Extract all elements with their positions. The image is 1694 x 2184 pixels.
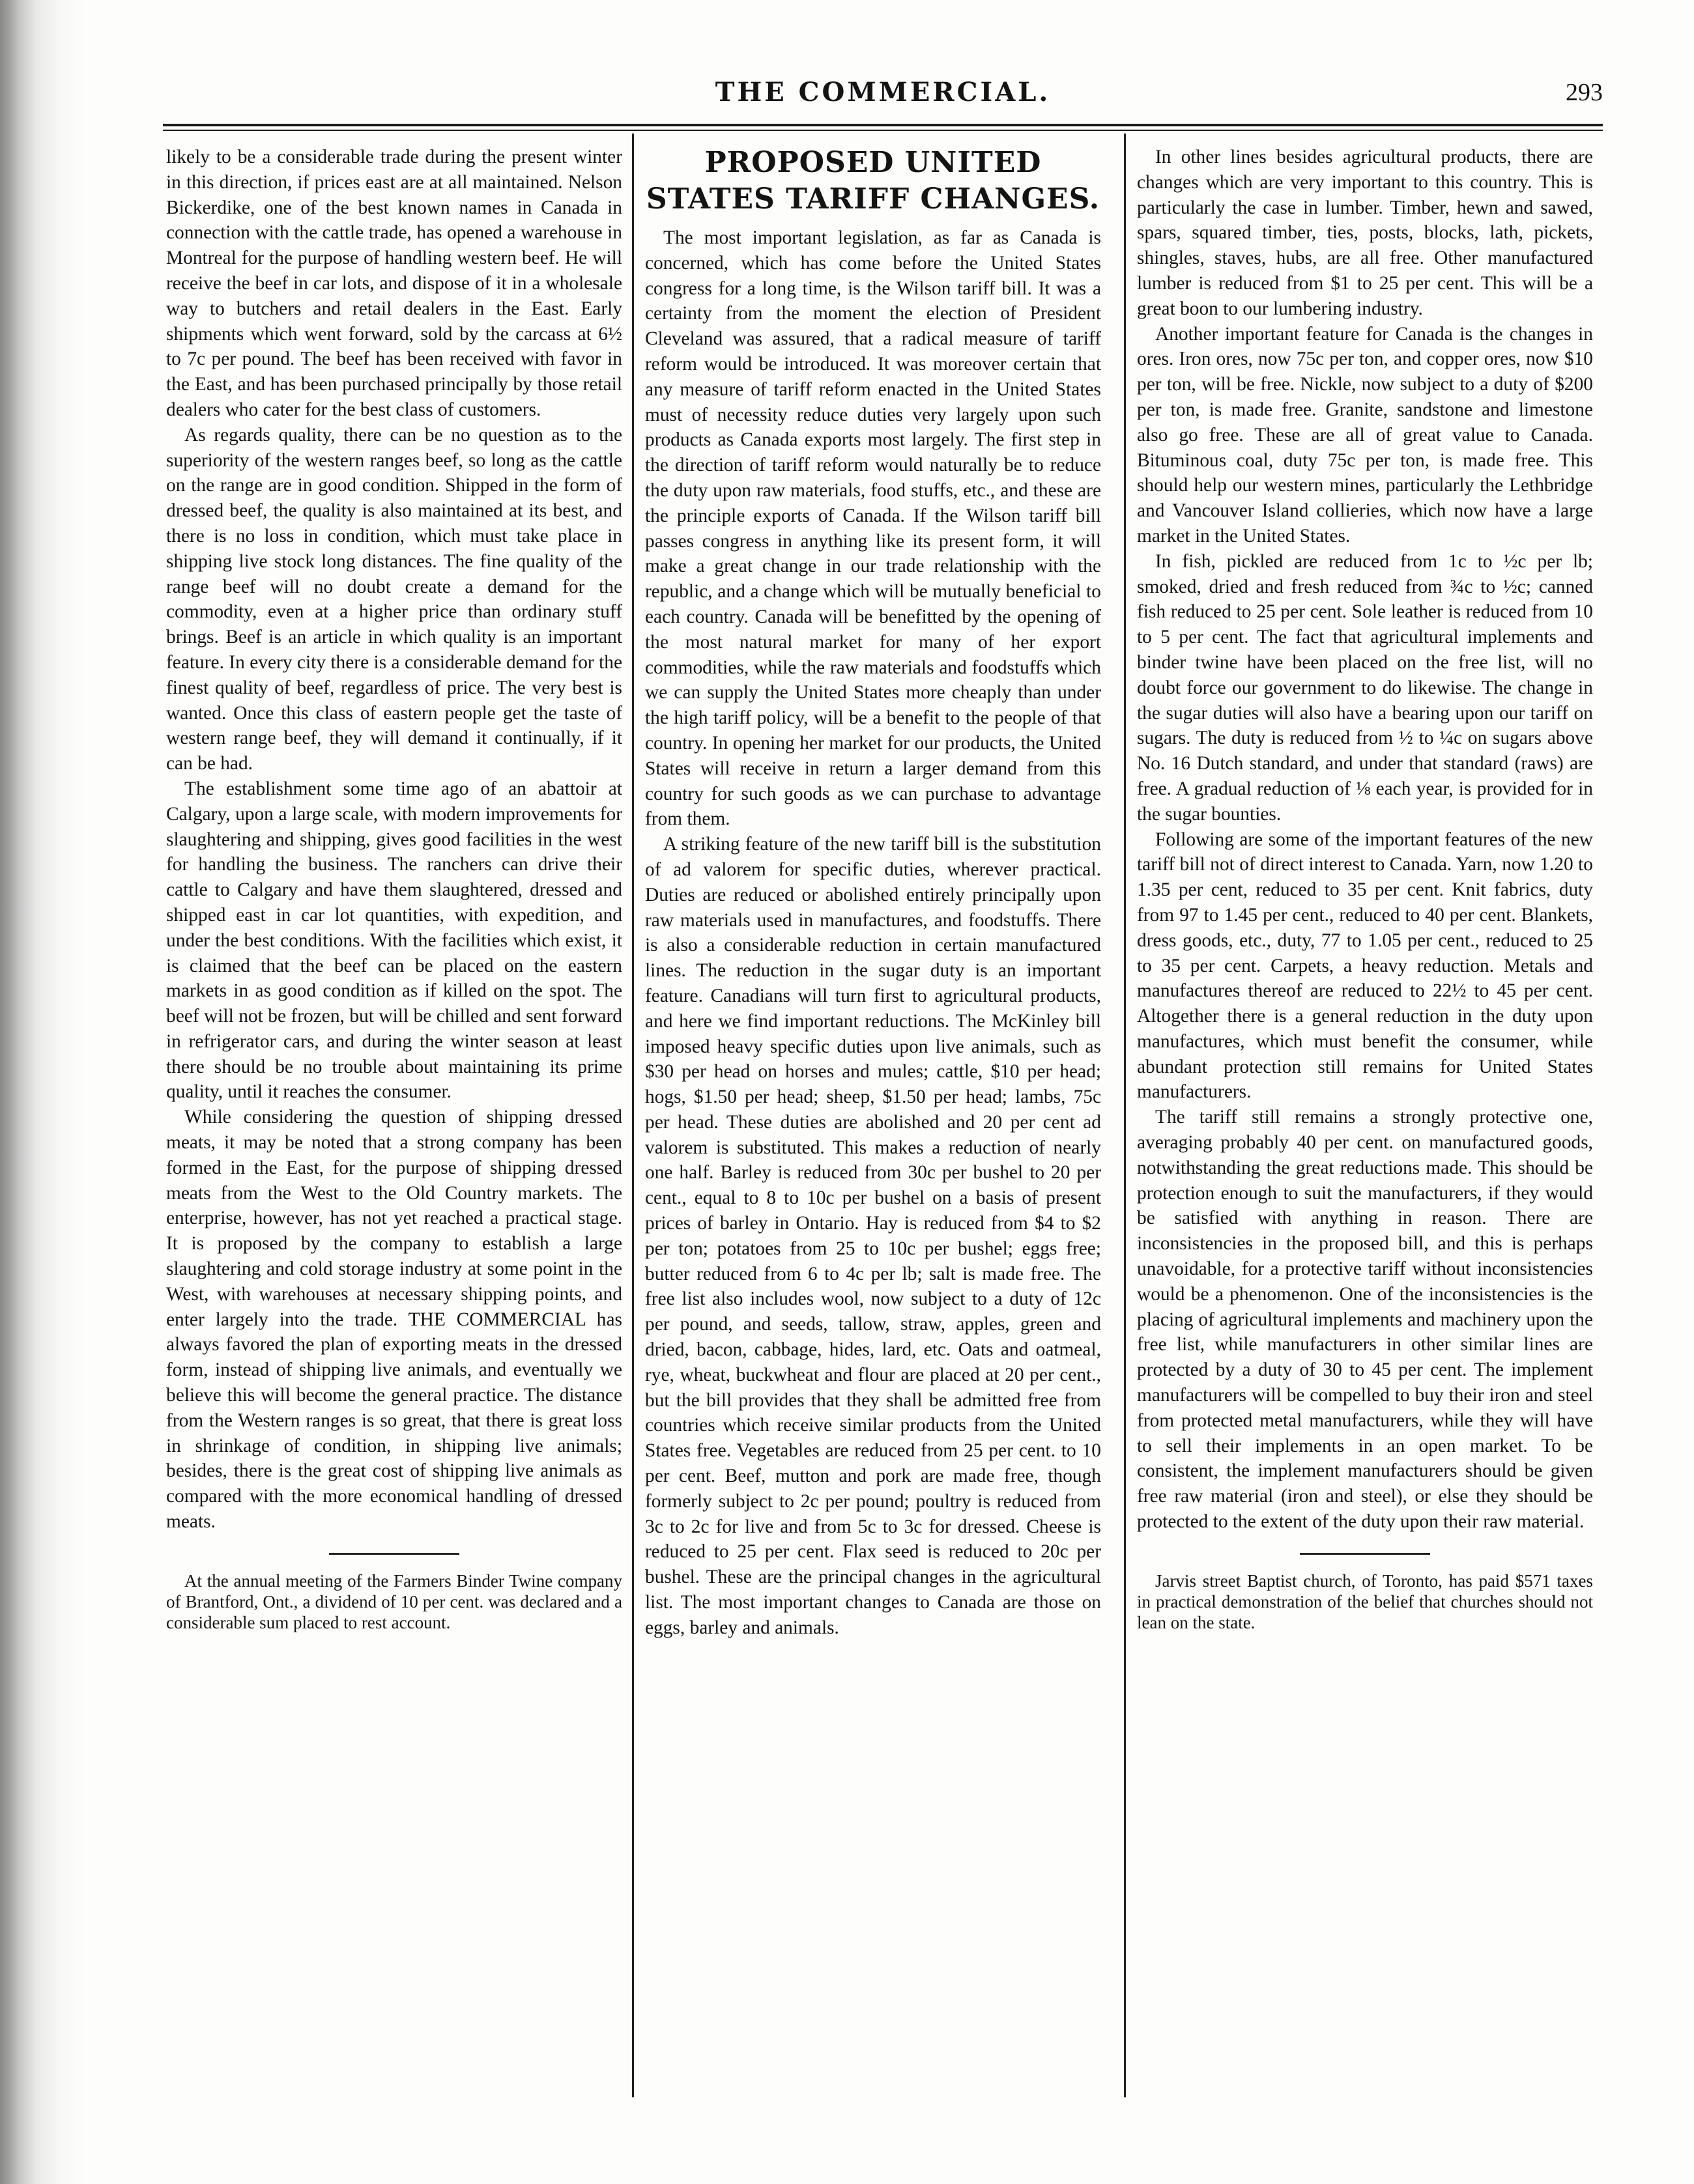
column-divider-1 xyxy=(632,134,634,2097)
article-paragraph: While considering the question of shipping dressed meats, it may be noted that a strong company has been formed in the East, for the purpose of shipping dressed meats from the West to the Old Country markets. The enterprise, however, has not yet reached a practical stage. It is proposed by the company to establish a large slaughtering and cold storage industry at some point in the West, with warehouses at necessary shipping points, and enter largely into the trade. THE COMMERCIAL has always favored the plan of exporting meats in the dressed form, instead of shipping live animals, and eventually we believe this will become the general practice. The distance from the Western ranges is so great, that there is great loss in shrinkage of condition, in shipping live animals; besides, there is the great cost of shipping live animals as compared with the more economical handling of dressed meats. xyxy=(166,1107,622,1533)
article-paragraph: Following are some of the important features of the new tariff bill not of direct interest to Canada. Yarn, now 1.20 to 1.35 per cent, reduced to 35 per cent. Knit fabrics, duty from 97 to 1.45 per cent., reduced to 40 per cent. Blankets, dress goods, etc., duty, 77 to 1.05 per cent., reduced to 25 to 35 per cent. Carpets, a heavy reduction. Metals and manufactures thereof are reduced to 22½ to 45 per cent. Altogether there is a general reduction in the duty upon manufactures, which must benefit the consumer, while abundant protection still remains for United States manufacturers. xyxy=(1137,829,1593,1103)
column-divider-2 xyxy=(1124,134,1126,2097)
article-paragraph: likely to be a considerable trade during the present winter in this direction, if prices east are at all maintained. Nelson Bickerdike, one of the best known names in Canada in connection with the cattle trade, has opened a warehouse in Montreal for the purpose of handling western beef. He will receive the beef in car lots, and dispose of it in a wholesale way to butchers and retail dealers in the East. Early shipments which went forward, sold by the carcass at 6½ to 7c per pound. The beef has been received with favor in the East, and has been purchased principally by those retail dealers who cater for the best class of customers. xyxy=(166,147,622,420)
column-1 xyxy=(166,145,622,1633)
article-paragraph: The most important legislation, as far as Canada is concerned, which has come before the United States congress for a long time, is the Wilson tariff bill. It was a certainty from the moment the election of President Cleveland was assured, that a radical measure of tariff reform would be introduced. It was moreover certain that any measure of tariff reform enacted in the United States must of necessity reduce duties very largely upon such products as Canada exports most largely. The first step in the direction of tariff reform would naturally be to reduce the duty upon raw materials, food stuffs, etc., and these are the principle exports of Canada. If the Wilson tariff bill passes congress in anything like its present form, it will make a great change in our trade relationship with the republic, and a change which will be mutually beneficial to each country. Canada will be benefitted by the opening of the most natural market for many of her export commodities, while the raw materials and foodstuffs which we can supply the United States more cheaply than under the high tariff policy, will be a benefit to the people of that country. In opening her market for our products, the United States will receive in return a larger demand from this country for such goods as we can purchase to advantage from them. xyxy=(645,227,1101,830)
section-rule xyxy=(329,1553,459,1555)
news-note xyxy=(166,1570,622,1633)
news-note xyxy=(1137,1570,1593,1633)
article-paragraph: Another important feature for Canada is the changes in ores. Iron ores, now 75c per ton, and copper ores, now $10 per ton, will be free. Nickle, now subject to a duty of $200 per ton, is made free. Granite, sandstone and limestone also go free. These are all of great value to Canada. Bituminous coal, duty 75c per ton, is made free. This should help our western mines, particularly the Lethbridge and Vancouver Island collieries, which now have a large market in the United States. xyxy=(1137,323,1593,546)
binding-edge xyxy=(0,0,85,2184)
newspaper-title: THE COMMERCIAL. xyxy=(715,77,1051,107)
article-paragraph: As regards quality, there can be no question as to the superiority of the western ranges beef, so long as the cattle on the range are in good condition. Shipped in the form of dressed beef, the quality is also maintained at its best, and there is no loss in condition, which must take place in shipping live stock long distances. The fine quality of the range beef will no doubt create a demand for the commodity, even at a higher price than ordinary stuff brings. Beef is an article in which quality is an important feature. In every city there is a considerable demand for the finest quality of beef, regardless of price. The very best is wanted. Once this class of eastern people get the taste of western range beef, they will demand it continually, if it can be had. xyxy=(166,424,622,774)
page-number: 293 xyxy=(1566,79,1603,106)
article-paragraph: A striking feature of the new tariff bill is the substitution of ad valorem for specific duties, wherever practical. Duties are reduced or abolished entirely principally upon raw materials used in manufactures, and foodstuffs. There is also a considerable reduction in certain manufactured lines. The reduction in the sugar duty is an important feature. Canadians will turn first to agricultural products, and here we find important reductions. The McKinley bill imposed heavy specific duties upon live animals, such as $30 per head on horses and mules; cattle, $10 per head; hogs, $1.50 per head; sheep, $1.50 per head; lambs, 75c per head. These duties are abolished and 20 per cent ad valorem is substituted. This makes a reduction of nearly one half. Barley is reduced from 30c per bushel to 20 per cent., equal to 8 to 10c per bushel on a basis of present prices of barley in Ontario. Hay is reduced from $4 to $2 per ton; potatoes from 25 to 10c per bushel; eggs free; butter reduced from 6 to 4c per lb; salt is made free. The free list also includes wool, now subject to a duty of 12c per pound, and seeds, tallow, straw, apples, green and dried, bacon, cabbage, hides, lard, etc. Oats and oatmeal, rye, wheat, buckwheat and flour are placed at 20 per cent., but the bill provides that they shall be admitted free from countries which receive similar products from the United States free. Vegetables are reduced from 25 per cent. to 10 per cent. Beef, mutton and pork are made free, though formerly subject to 2c per pound; poultry is reduced from 3c to 2c for live and from 5c to 3c for dressed. Cheese is reduced to 25 per cent. Flax seed is reduced to 20c per bushel. These are the principal changes in the agricultural list. The most important changes to Canada are those on eggs, barley and animals. xyxy=(645,834,1101,1638)
note-text: Jarvis street Baptist church, of Toronto, has paid $571 taxes in practical demonstration of the belief that churches should not lean on the state. xyxy=(1137,1570,1593,1632)
article-paragraph: In other lines besides agricultural products, there are changes which are very important to this country. This is particularly the case in lumber. Timber, hewn and sawed, spars, squared timber, ties, posts, blocks, lath, pickets, shingles, staves, hubs, are all free. Other manufactured lumber is reduced from $1 to 25 per cent. This will be a great boon to our lumbering industry. xyxy=(1137,147,1593,319)
masthead-rule-thin xyxy=(163,130,1603,131)
column-3 xyxy=(1137,145,1593,1633)
note-text: At the annual meeting of the Farmers Binder Twine company of Brantford, Ont., a dividend of 10 per cent. was declared and a considerable sum placed to rest account. xyxy=(166,1570,622,1632)
column-2 xyxy=(645,145,1101,1641)
section-rule xyxy=(1300,1553,1430,1555)
article-paragraph: The establishment some time ago of an abattoir at Calgary, upon a large scale, with modern improvements for slaughtering and shipping, gives good facilities in the west for handling the business. The ranchers can drive their cattle to Calgary and have them slaughtered, dressed and shipped east in car lot quantities, with expedition, and under the best conditions. With the facilities which exist, it is claimed that the beef can be placed on the eastern markets in as good condition as if killed on the spot. The beef will not be frozen, but will be chilled and sent forward in refrigerator cars, and during the winter season at least there should be no trouble about maintaining its prime quality, until it reaches the consumer. xyxy=(166,778,622,1103)
article-paragraph: The tariff still remains a strongly protective one, averaging probably 40 per cent. on manufactured goods, notwithstanding the great reductions made. This should be protection enough to suit the manufacturers, if they would be satisfied with anything in reason. There are inconsistencies in the proposed bill, and this is perhaps unavoidable, for a protective tariff without inconsistencies would be a phenomenon. One of the inconsistencies is the placing of agricultural implements and machinery upon the free list, while manufacturers in other similar lines are protected by a duty of 30 to 45 per cent. The implement manufacturers will be compelled to buy their iron and steel from protected metal manufacturers, while they will have to sell their implements in an open market. To be consistent, the implement manufacturers should be given free raw material (iron and steel), or else they should be protected to the extent of the duty upon their raw material. xyxy=(1137,1107,1593,1533)
masthead xyxy=(163,77,1603,116)
article-paragraph: In fish, pickled are reduced from 1c to ½c per lb; smoked, dried and fresh reduced from ¾c to ½c; canned fish reduced to 25 per cent. Sole leather is reduced from 10 to 5 per cent. The fact that agricultural implements and binder twine have been placed on the free list, will no doubt force our government to do likewise. The change in the sugar duties will also have a bearing upon our tariff on sugars. The duty is reduced from ½ to ¼c on sugars above No. 16 Dutch standard, and under that standard (raws) are free. A gradual reduction of ⅛ each year, is provided for in the sugar bounties. xyxy=(1137,550,1593,825)
masthead-rule-thick xyxy=(163,124,1603,126)
article-headline: PROPOSED UNITED STATES TARIFF CHANGES. xyxy=(646,146,1100,216)
